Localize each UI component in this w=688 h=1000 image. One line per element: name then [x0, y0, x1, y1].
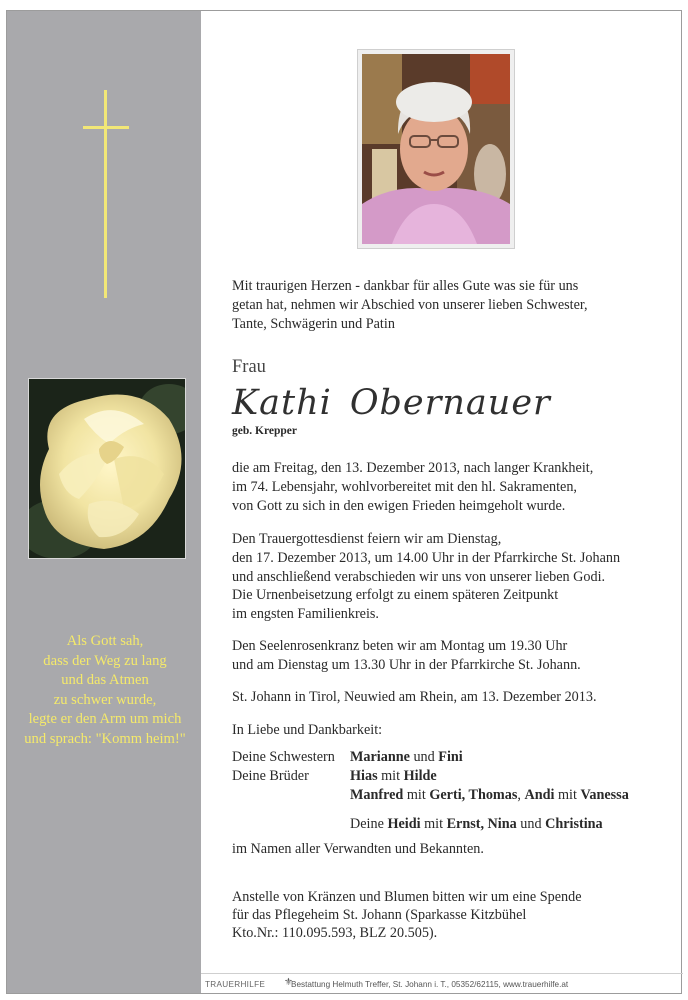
sisters-label: Deine Schwestern: [232, 749, 335, 765]
poem-line: dass der Weg zu lang: [43, 652, 167, 669]
brothers-label: Deine Brüder: [232, 768, 309, 784]
born-name: geb. Krepper: [232, 425, 297, 437]
relatives: im Namen aller Verwandten und Bekannten.: [232, 841, 484, 857]
deceased-name: [232, 383, 551, 423]
brothers-line-1: Hias mit Hilde: [350, 768, 437, 784]
service-line: und anschließend verabschieden wir uns von unserer lieben Godi.: [232, 569, 606, 585]
service-line: Den Trauergottesdienst feiern wir am Dienstag,: [232, 531, 502, 547]
brothers-line-2: Manfred mit Gerti, Thomas, Andi mit Vanessa: [350, 787, 629, 803]
first-name: Kathi: [232, 383, 332, 423]
heidi-line: Deine Heidi mit Ernst, Nina und Christina: [350, 816, 603, 832]
donation-line: für das Pflegeheim St. Johann (Sparkasse Kitzbühel: [232, 907, 527, 923]
service-line: im engsten Familienkreis.: [232, 606, 379, 622]
sisters-names: Marianne und Fini: [350, 749, 463, 765]
rosary-line: und am Dienstag um 13.30 Uhr in der Pfarrkirche St. Johann.: [232, 657, 581, 673]
obituary-page: [6, 10, 682, 994]
death-line: von Gott zu sich in den ewigen Frieden heimgeholt wurde.: [232, 498, 566, 514]
rosary-line: Den Seelenrosenkranz beten wir am Montag um 19.30 Uhr: [232, 638, 568, 654]
poem-line: legte er den Arm um mich: [28, 711, 182, 727]
rose-image: [28, 378, 186, 559]
death-line: die am Freitag, den 13. Dezember 2013, nach langer Krankheit,: [232, 460, 594, 476]
intro-line: Mit traurigen Herzen - dankbar für alles Gute was sie für uns: [232, 278, 579, 294]
lily-icon: ⚜: [284, 977, 293, 988]
footer-text: Bestattung Helmuth Treffer, St. Johann i. T., 05352/62115, www.trauerhilfe.at: [291, 980, 569, 989]
intro-line: Tante, Schwägerin und Patin: [232, 316, 395, 332]
poem-line: und sprach: "Komm heim!": [24, 730, 186, 747]
poem: [11, 632, 199, 749]
donation-line: Anstelle von Kränzen und Blumen bitten wir um eine Spende: [232, 889, 582, 905]
intro-line: getan hat, nehmen wir Abschied von unserer lieben Schwester,: [232, 297, 588, 313]
last-name: Obernauer: [349, 383, 551, 423]
poem-line: zu schwer wurde,: [53, 691, 157, 708]
poem-line: Als Gott sah,: [66, 633, 144, 649]
footer: [201, 973, 683, 996]
death-line: im 74. Lebensjahr, wohlvorbereitet mit den hl. Sakramenten,: [232, 479, 577, 495]
poem-line: und das Atmen: [61, 672, 149, 688]
cross-icon-bar: [83, 126, 129, 129]
sidebar: [7, 11, 201, 993]
closing: In Liebe und Dankbarkeit:: [232, 722, 383, 738]
footer-brand: TRAUERHILFE: [205, 980, 266, 989]
service-line: den 17. Dezember 2013, um 14.00 Uhr in der Pfarrkirche St. Johann: [232, 550, 621, 566]
donation-line: Kto.Nr.: 110.095.593, BLZ 20.505).: [232, 925, 438, 941]
salutation: Frau: [232, 357, 266, 377]
service-line: Die Urnenbeisetzung erfolgt zu einem späteren Zeitpunkt: [232, 587, 559, 603]
place-date: St. Johann in Tirol, Neuwied am Rhein, am 13. Dezember 2013.: [232, 689, 597, 705]
cross-icon: [104, 90, 107, 298]
portrait-photo: [357, 49, 515, 249]
